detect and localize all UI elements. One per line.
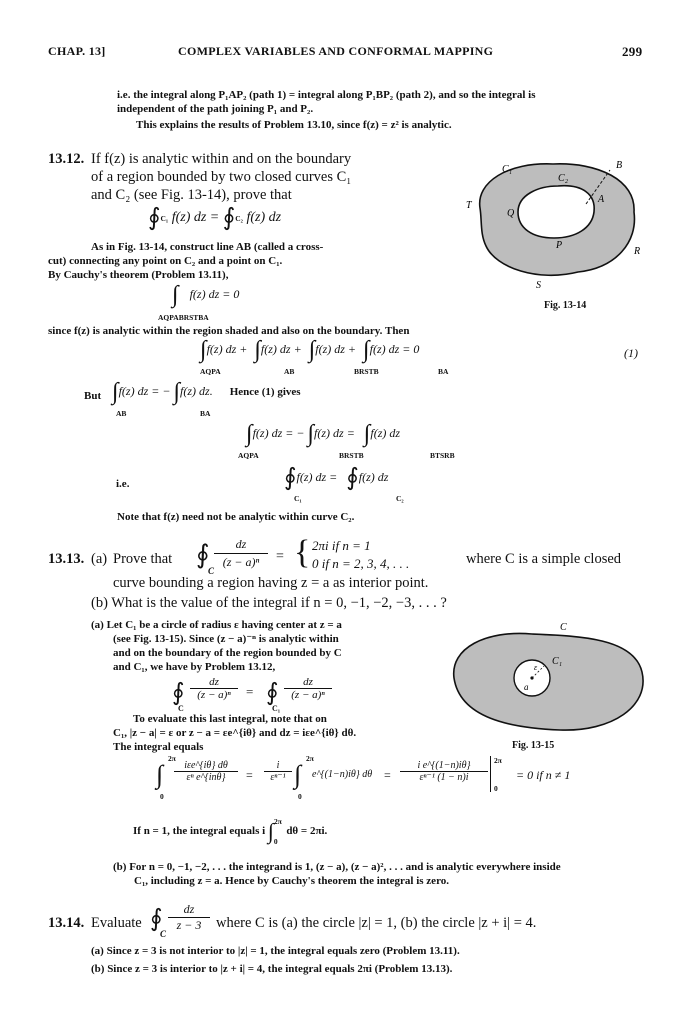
eq-f-sub-1: C	[178, 704, 184, 713]
equation-b-sub-4: BA	[438, 367, 449, 376]
hole-c2	[518, 186, 594, 238]
p1314-sub-c: C	[160, 929, 167, 939]
figure-13-14	[458, 150, 658, 300]
intro-line-1: i.e. the integral along P₁AP₂ (path 1) = integral along P₁BP₂ (path 2), and so the integral is	[117, 89, 536, 101]
eq-f-sub-2: C₁	[272, 704, 281, 713]
solution-13-12-line-2: cut) connecting any point on C₂ and a point on C₁.	[48, 255, 283, 267]
equation-d-sub-1: AQPA	[238, 451, 259, 460]
eq-g-integral-2: ∫	[294, 760, 302, 789]
eq-g-upper-2: 2π	[306, 754, 314, 763]
label-p: P	[556, 240, 563, 251]
solution-13-13-a-5: To evaluate this last integral, note that on	[133, 713, 327, 725]
problem-13-13-curve: curve bounding a region having z = a as interior point.	[113, 575, 429, 591]
label-a: A	[598, 194, 605, 205]
problem-13-14-evaluate: Evaluate	[91, 915, 142, 931]
solution-13-13-a-8: If n = 1, the integral equals i ∫$^{2\pi}_0$ dθ = 2πi.	[133, 817, 328, 846]
equation-c-sub-2: BA	[200, 409, 211, 418]
running-header-chapter: CHAP. 13]	[48, 44, 106, 58]
equation-b-sub-3: BRSTB	[354, 367, 379, 376]
intro-line-2: independent of the path joining P₁ and P₂.	[117, 103, 314, 115]
eq-g-fraction-3: i e^{(1−n)iθ} εⁿ⁻¹ (1 − n)i	[400, 760, 488, 783]
equation-e: ∮f(z) dz = ∮f(z) dz	[284, 465, 389, 491]
problem-13-13-number: 13.13.	[48, 551, 85, 567]
solution-13-13-a-4: and C₁, we have by Problem 13.12,	[113, 661, 276, 673]
problem-13-12-statement-2: of a region bounded by two closed curves C₁	[91, 169, 352, 185]
label-s: S	[536, 280, 541, 291]
eq-h-integral: ∫	[267, 818, 274, 844]
equation-e-sub-2: C₂	[396, 494, 404, 503]
eq-f-fraction-1: dz (z − a)ⁿ	[190, 676, 238, 701]
eq-g-fraction-2: i εⁿ⁻¹	[264, 760, 292, 783]
solution-13-13-a-3: and on the boundary of the region bounded by C	[113, 647, 342, 659]
problem-13-12-statement-3: and C₂ (see Fig. 13-14), prove that	[91, 187, 292, 203]
equation-c-sub-1: AB	[116, 409, 127, 418]
eq-g-integrand: e^{(1−n)iθ} dθ	[312, 769, 373, 780]
case-2: 0 if n = 2, 3, 4, . . .	[312, 556, 410, 571]
eq-g-lower-2: 0	[298, 792, 302, 801]
problem-13-13-where: where C is a simple closed	[466, 551, 622, 567]
eq-g-integral-1: ∫	[156, 760, 164, 789]
equation-label-1: (1)	[624, 346, 638, 360]
solution-13-13-a-2: (see Fig. 13-15). Since (z − a)⁻ⁿ is analytic within	[113, 633, 339, 645]
equation-d-sub-2: BRSTB	[339, 451, 364, 460]
note-13-12: Note that f(z) need not be analytic within curve C₂.	[117, 511, 355, 523]
solution-since: since f(z) is analytic within the region shaded and also on the boundary. Then	[48, 325, 410, 337]
equation-b-sub-1: AQPA	[200, 367, 221, 376]
problem-13-13-part-b: (b) What is the value of the integral if n = 0, −1, −2, −3, . . . ?	[91, 595, 447, 611]
problem-13-12-statement-1: If f(z) is analytic within and on the boundary	[91, 151, 352, 167]
eval-bar	[490, 756, 491, 792]
label-q: Q	[507, 208, 515, 219]
figure-13-15-caption: Fig. 13-15	[512, 740, 555, 751]
equation-b-sub-2: AB	[284, 367, 295, 376]
figure-13-15	[440, 620, 655, 738]
running-header-title: COMPLEX VARIABLES AND CONFORMAL MAPPING	[178, 44, 494, 58]
eq-g-fraction-1: iεe^{iθ} dθ εⁿ e^{inθ}	[174, 760, 238, 783]
solution-13-13-b-2: C₁, including z = a. Hence by Cauchy's theorem the integral is zero.	[134, 875, 449, 887]
solution-13-12-line-3: By Cauchy's theorem (Problem 13.11),	[48, 269, 229, 281]
problem-13-13-part-a-label: (a)	[91, 551, 108, 567]
fraction-13-13: dz (z − a)ⁿ	[214, 537, 268, 570]
eq-g-equals-1: =	[246, 768, 253, 782]
eq-g-tail: = 0 if n ≠ 1	[516, 768, 571, 782]
solution-13-13-b-1: (b) For n = 0, −1, −2, . . . the integrand is 1, (z − a), (z − a)², . . . and is analytic everywhere inside	[113, 861, 561, 873]
solution-13-13-a-6: C₁, |z − a| = ε or z − a = εe^{iθ} and dz = iεe^{iθ} dθ.	[113, 727, 357, 739]
problem-13-14-rest: where C is (a) the circle |z| = 1, (b) the circle |z + i| = 4.	[216, 915, 537, 931]
label-c1-fig15: C₁	[552, 656, 563, 667]
label-c2: C₂	[558, 173, 569, 184]
equation-e-sub-1: C₁	[294, 494, 302, 503]
problem-13-12-number: 13.12.	[48, 151, 85, 167]
label-a-point: a	[524, 682, 529, 692]
label-c: C	[560, 622, 567, 633]
eq-g-equals-2: =	[384, 768, 391, 782]
contour-integral-symbol: ∮	[196, 540, 210, 569]
sub-c-13-13: C	[208, 566, 215, 576]
equation-d-sub-3: BTSRB	[430, 451, 455, 460]
solution-13-14-b: (b) Since z = 3 is interior to |z + i| = 4, the integral equals 2πi (Problem 13.13).	[91, 963, 453, 975]
equation-a: ∫ f(z) dz = 0	[172, 282, 240, 308]
eq-g-lower-3: 0	[494, 784, 498, 793]
word-ie: i.e.	[116, 478, 130, 490]
equation-main: ∮C₁ f(z) dz = ∮C₂ f(z) dz	[148, 205, 282, 231]
intro-line-3: This explains the results of Problem 13.10, since f(z) = z² is analytic.	[136, 119, 452, 131]
problem-13-14-number: 13.14.	[48, 915, 85, 931]
eq-f-integral-1: ∮	[172, 680, 185, 706]
equation-c: ∫f(z) dz = − ∫f(z) dz. Hence (1) gives	[112, 379, 301, 405]
figure-13-14-caption: Fig. 13-14	[544, 300, 587, 311]
eq-f-integral-2: ∮	[266, 680, 279, 706]
eq-h-upper: 2π	[273, 817, 282, 826]
solution-13-13-a-1: (a) Let C₁ be a circle of radius ε having center at z = a	[91, 619, 342, 631]
equation-d: ∫f(z) dz = − ∫f(z) dz = ∫f(z) dz	[246, 421, 401, 447]
solution-13-12-line-1: As in Fig. 13-14, construct line AB (called a cross-	[91, 241, 324, 253]
label-c1: C₁	[502, 164, 513, 175]
eq-g-lower-1: 0	[160, 792, 164, 801]
page-number: 299	[622, 44, 643, 59]
label-t: T	[466, 200, 472, 211]
solution-13-14-a: (a) Since z = 3 is not interior to |z| = 1, the integral equals zero (Problem 13.11).	[91, 945, 460, 957]
case-brace: {	[294, 534, 311, 571]
equation-b: ∫f(z) dz + ∫f(z) dz + ∫f(z) dz + ∫f(z) dz = 0	[200, 337, 420, 363]
p1314-fraction: dz z − 3	[168, 902, 210, 933]
case-1: 2πi if n = 1	[312, 538, 371, 553]
solution-13-13-a-7: The integral equals	[113, 741, 204, 753]
equation-a-sub: AQPABRSTBA	[158, 313, 209, 322]
label-epsilon: ε	[534, 663, 538, 672]
eq-g-upper-1: 2π	[168, 754, 176, 763]
eq-f-equals: =	[246, 684, 254, 699]
p1314-integral: ∮	[150, 906, 163, 932]
problem-13-13-prove: Prove that	[113, 551, 173, 567]
label-b: B	[616, 160, 623, 171]
label-r: R	[634, 246, 641, 257]
eq-g-upper-3: 2π	[494, 756, 502, 765]
equals-sign-13-13: =	[276, 549, 284, 564]
eq-h-lower: 0	[273, 837, 278, 846]
word-but: But	[84, 390, 102, 402]
eq-f-fraction-2: dz (z − a)ⁿ	[284, 676, 332, 701]
